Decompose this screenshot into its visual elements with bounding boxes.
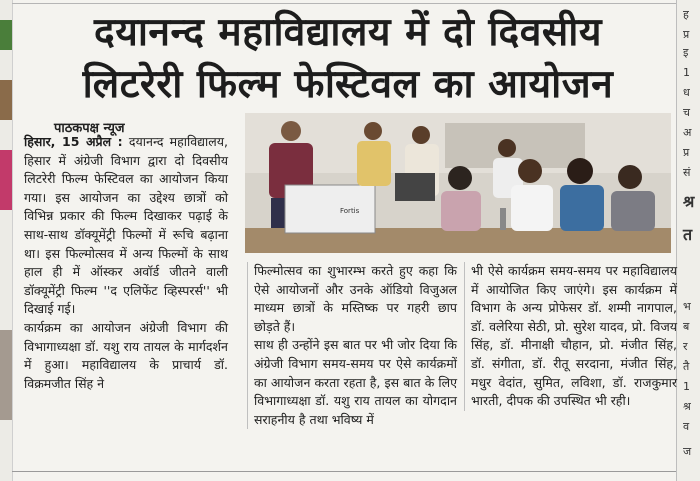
strip-glyph: सं: [683, 166, 691, 179]
adjacent-page-strip-left: [0, 0, 13, 481]
adjacent-column-strip-right: [676, 0, 700, 481]
event-photo: [245, 113, 671, 253]
strip-glyph: श्र: [683, 400, 691, 413]
headline-line-1: दयानन्द महाविद्यालय में दो दिवसीय: [93, 10, 602, 55]
strip-glyph: ध: [683, 86, 690, 99]
strip-glyph: ह: [683, 8, 689, 21]
paragraph: फिल्मोत्सव का शुभारम्भ करते हुए कहा कि ऐसे आयोजनों और उनके ऑडियो विजुअल माध्यम छात्रों के मस्तिष्क पर गहरी छाप छोड़ते हैं।: [254, 263, 457, 334]
adjacent-photo-fragment: [0, 80, 12, 120]
article-column-2: [247, 262, 457, 429]
article-column-3: [464, 262, 677, 411]
strip-glyph: र: [683, 340, 688, 353]
top-rule: [12, 3, 676, 4]
paragraph: साथ ही उन्होंने इस बात पर भी जोर दिया कि अंग्रेजी विभाग समय-समय पर ऐसे कार्यक्रमों का आयोजन करता रहता है, इस बात के लिए विभागाध्यक्षा डॉ. यशु राय तायल का योगदान सराहनीय है तथा भविष्य में: [254, 337, 457, 427]
bottom-rule: [12, 471, 676, 472]
adjacent-photo-fragment: [0, 330, 12, 420]
headline-line-2: लिटरेरी फिल्म फेस्टिवल का आयोजन: [82, 62, 614, 107]
strip-glyph: इ: [683, 46, 689, 59]
strip-glyph: व: [683, 420, 690, 433]
strip-glyph: अ: [683, 126, 692, 139]
strip-glyph: 1: [683, 66, 690, 79]
dateline: हिसार, 15 अप्रैल :: [24, 134, 123, 149]
strip-glyph: तै: [683, 360, 690, 373]
strip-glyph: ब: [683, 320, 690, 333]
strip-glyph: भ: [683, 300, 691, 313]
strip-glyph: प्र: [683, 28, 690, 41]
paragraph: कार्यक्रम का आयोजन अंग्रेजी विभाग की विभागाध्यक्षा डॉ. यशु राय तायल के मार्गदर्शन में हुआ। महाविद्यालय के प्राचार्य डॉ. विक्रमजीत सिंह ने: [24, 319, 228, 391]
strip-glyph: त: [683, 225, 693, 244]
strip-glyph: च: [683, 106, 690, 119]
paragraph-text: दयानन्द महाविद्यालय, हिसार में अंग्रेजी विभाग द्वारा दो दिवसीय लिटरेरी फिल्म फेस्टिवल का आयोजन किया गया। इस आयोजन का उद्देश्य छात्रों को विभिन्न प्रकार की फिल्म दिखाकर पढ़ाई के साथ-साथ डॉक्यूमेंट्री फिल्मों में रूचि बढ़ाना था। इस फिल्मोत्सव में अन्य फिल्मों के साथ हाल ही में ऑस्कर अवॉर्ड जीतने वाली डॉक्यूमेंट्री फिल्म ''द एलिफेंट व्हिस्परर्स'' भी दिखाई गई।: [24, 134, 228, 317]
strip-glyph: प्र: [683, 146, 690, 159]
adjacent-photo-fragment: [0, 20, 12, 50]
podium-logo-text: Fortis: [340, 207, 360, 215]
paragraph: [24, 133, 228, 319]
strip-glyph: श्र: [683, 192, 695, 211]
adjacent-photo-fragment: [0, 150, 12, 210]
byline: पाठकपक्ष न्यूज: [54, 121, 125, 136]
event-photo-illustration: [245, 113, 671, 253]
strip-glyph: 1: [683, 380, 690, 393]
article-column-1: [24, 133, 228, 393]
paragraph: भी ऐसे कार्यक्रम समय-समय पर महाविद्यालय में आयोजित किए जाएंगे। इस कार्यक्रम में विभाग के अन्य प्रोफेसर डॉ. शम्मी नागपाल, डॉ. वलेरिया सेठी, प्रो. सुरेश यादव, प्रो. विजय सिंह, डॉ. मीनाक्षी चौहान, प्रो. मंजीत सिंह, डॉ. संगीता, डॉ. रीतू सरदाना, मंजीत सिंह, मधुर वेदांत, सुमित, लविशा, डॉ. राजकुमार भारती, दीपक की उपस्थित भी रही।: [471, 263, 677, 409]
strip-glyph: ज: [683, 445, 692, 458]
